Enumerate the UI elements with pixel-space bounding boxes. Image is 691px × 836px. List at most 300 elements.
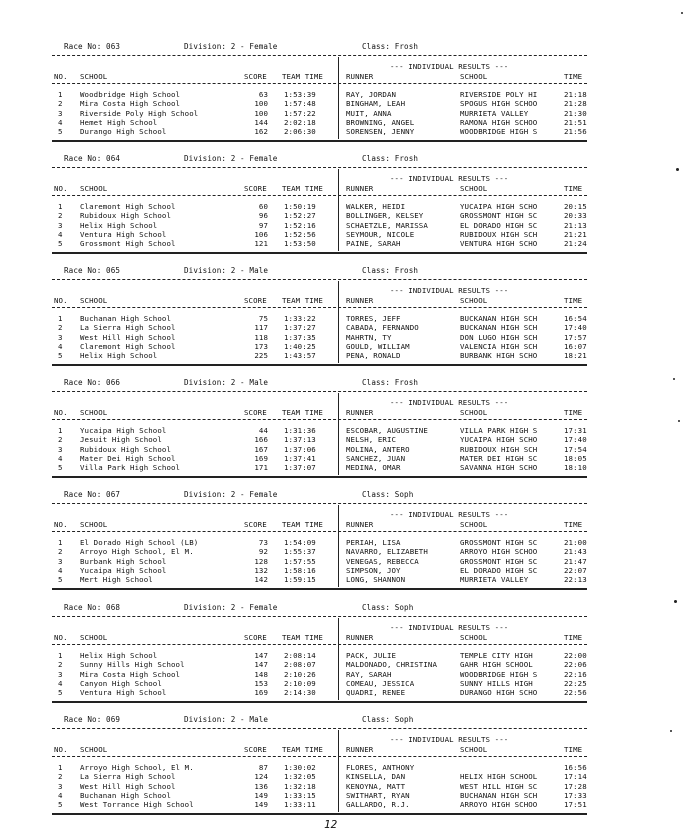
runner-name: SWITHART, RYAN bbox=[346, 790, 410, 800]
header-team-time: TEAM TIME bbox=[282, 72, 323, 81]
individual-results-title: --- INDIVIDUAL RESULTS --- bbox=[390, 623, 509, 632]
header-no: NO. bbox=[54, 745, 68, 754]
header-no: NO. bbox=[54, 184, 68, 193]
team-school: Woodbridge High School bbox=[80, 90, 181, 99]
team-place: 4 bbox=[58, 678, 63, 688]
header-time: TIME bbox=[564, 520, 583, 529]
runner-time: 22:07 bbox=[564, 565, 587, 575]
team-place: 5 bbox=[58, 688, 63, 698]
team-score: 169 bbox=[254, 453, 268, 463]
runner-name: SORENSEN, JENNY bbox=[346, 127, 415, 137]
team-school: Ventura High School bbox=[80, 688, 167, 698]
runner-time: 16:07 bbox=[564, 341, 587, 351]
team-time: 1:59:15 bbox=[284, 575, 316, 585]
runner-time: 21:13 bbox=[564, 220, 587, 230]
team-score: 60 bbox=[258, 202, 268, 211]
runner-school: WOODBRIDGE HIGH S bbox=[460, 127, 538, 137]
team-time: 1:57:55 bbox=[284, 556, 316, 566]
runner-school: DURANGO HIGH SCHO bbox=[460, 688, 538, 698]
runner-name: PACK, JULIE bbox=[346, 651, 397, 660]
team-score: 75 bbox=[258, 314, 268, 323]
team-time: 1:37:41 bbox=[284, 453, 316, 463]
team-time: 1:32:18 bbox=[284, 781, 316, 791]
header-score: SCORE bbox=[244, 184, 267, 193]
header-school: SCHOOL bbox=[80, 408, 108, 417]
team-time: 1:52:27 bbox=[284, 211, 316, 221]
runner-time: 21:56 bbox=[564, 127, 587, 137]
team-score: 147 bbox=[254, 660, 268, 670]
team-score: 128 bbox=[254, 556, 268, 566]
class-label: Class: Frosh bbox=[362, 378, 419, 387]
team-time: 2:10:09 bbox=[284, 678, 316, 688]
runner-name: ESCOBAR, AUGUSTINE bbox=[346, 426, 428, 435]
runner-school: RAMONA HIGH SCHOO bbox=[460, 117, 538, 127]
header-runner-school: SCHOOL bbox=[460, 408, 488, 417]
runner-name: NELSH, ERIC bbox=[346, 435, 397, 445]
team-place: 5 bbox=[58, 575, 63, 585]
column-header-rule bbox=[52, 83, 587, 84]
header-score: SCORE bbox=[244, 72, 267, 81]
team-time: 1:55:37 bbox=[284, 547, 316, 557]
division-label: Division: 2 - Female bbox=[184, 490, 278, 499]
column-divider bbox=[338, 393, 339, 475]
team-place: 1 bbox=[58, 763, 63, 772]
division-label: Division: 2 - Male bbox=[184, 715, 269, 724]
runner-school: TEMPLE CITY HIGH bbox=[460, 651, 533, 660]
team-time: 2:10:26 bbox=[284, 669, 316, 679]
runner-name: GALLARDO, R.J. bbox=[346, 800, 410, 810]
column-header-rule bbox=[52, 307, 587, 308]
runner-name: MALDONADO, CHRISTINA bbox=[346, 660, 437, 670]
team-time: 1:54:09 bbox=[284, 538, 316, 547]
race-number: Race No: 063 bbox=[64, 42, 121, 51]
team-school: Rubidoux High School bbox=[80, 444, 171, 454]
class-label: Class: Frosh bbox=[362, 42, 419, 51]
team-time: 1:50:19 bbox=[284, 202, 316, 211]
runner-name: RAY, JORDAN bbox=[346, 90, 397, 99]
runner-school: RUBIDOUX HIGH SCH bbox=[460, 229, 538, 239]
team-school: Villa Park High School bbox=[80, 463, 181, 473]
team-place: 3 bbox=[58, 781, 63, 791]
team-school: Mater Dei High School bbox=[80, 453, 176, 463]
runner-time: 21:24 bbox=[564, 239, 587, 249]
team-time: 1:52:16 bbox=[284, 220, 316, 230]
runner-name: VENEGAS, REBECCA bbox=[346, 556, 419, 566]
runner-time: 18:05 bbox=[564, 453, 587, 463]
runner-school: VENTURA HIGH SCHO bbox=[460, 239, 538, 249]
header-runner: RUNNER bbox=[346, 184, 374, 193]
team-score: 148 bbox=[254, 669, 268, 679]
header-runner: RUNNER bbox=[346, 296, 374, 305]
runner-school: VILLA PARK HIGH S bbox=[460, 426, 538, 435]
division-label: Division: 2 - Female bbox=[184, 42, 278, 51]
team-school: Buchanan High School bbox=[80, 314, 171, 323]
team-score: 118 bbox=[254, 332, 268, 342]
header-team-time: TEAM TIME bbox=[282, 633, 323, 642]
individual-results-title: --- INDIVIDUAL RESULTS --- bbox=[390, 398, 509, 407]
column-divider bbox=[338, 730, 339, 812]
race-block bbox=[0, 264, 691, 376]
header-runner: RUNNER bbox=[346, 520, 374, 529]
runner-school: RUBIDOUX HIGH SCH bbox=[460, 444, 538, 454]
race-end-rule bbox=[52, 140, 587, 142]
team-time: 2:08:07 bbox=[284, 660, 316, 670]
team-school: Riverside Poly High School bbox=[80, 108, 199, 118]
runner-school: GROSSMONT HIGH SC bbox=[460, 556, 538, 566]
team-school: La Sierra High School bbox=[80, 772, 176, 782]
team-score: 106 bbox=[254, 229, 268, 239]
header-team-time: TEAM TIME bbox=[282, 408, 323, 417]
runner-name: QUADRI, RENEE bbox=[346, 688, 406, 698]
column-header-rule bbox=[52, 419, 587, 420]
team-score: 167 bbox=[254, 444, 268, 454]
team-school: El Dorado High School (LB) bbox=[80, 538, 199, 547]
column-divider bbox=[338, 505, 339, 587]
individual-results-title: --- INDIVIDUAL RESULTS --- bbox=[390, 62, 509, 71]
runner-name: PENA, RONALD bbox=[346, 351, 401, 361]
class-label: Class: Soph bbox=[362, 715, 414, 724]
runner-name: RAY, SARAH bbox=[346, 669, 392, 679]
team-score: 96 bbox=[258, 211, 268, 221]
team-school: Hemet High School bbox=[80, 117, 158, 127]
team-time: 2:02:18 bbox=[284, 117, 316, 127]
team-score: 97 bbox=[258, 220, 268, 230]
column-divider bbox=[338, 281, 339, 363]
runner-name: CABADA, FERNANDO bbox=[346, 323, 419, 333]
team-place: 5 bbox=[58, 800, 63, 810]
team-time: 1:53:39 bbox=[284, 90, 316, 99]
runner-time: 17:33 bbox=[564, 790, 587, 800]
team-place: 4 bbox=[58, 453, 63, 463]
team-place: 3 bbox=[58, 669, 63, 679]
team-school: Yucaipa High School bbox=[80, 565, 167, 575]
runner-school: SAVANNA HIGH SCHO bbox=[460, 463, 538, 473]
race-block bbox=[0, 488, 691, 600]
runner-time: 21:43 bbox=[564, 547, 587, 557]
team-school: Mira Costa High School bbox=[80, 669, 181, 679]
individual-results-title: --- INDIVIDUAL RESULTS --- bbox=[390, 510, 509, 519]
team-school: Grossmont High School bbox=[80, 239, 176, 249]
race-end-rule bbox=[52, 813, 587, 815]
runner-name: LONG, SHANNON bbox=[346, 575, 406, 585]
runner-time: 16:54 bbox=[564, 314, 587, 323]
runner-name: COMEAU, JESSICA bbox=[346, 678, 415, 688]
scan-speck bbox=[681, 12, 683, 14]
runner-name: KINSELLA, DAN bbox=[346, 772, 406, 782]
header-runner: RUNNER bbox=[346, 72, 374, 81]
header-runner: RUNNER bbox=[346, 408, 374, 417]
header-rule bbox=[52, 728, 587, 729]
team-place: 4 bbox=[58, 565, 63, 575]
team-place: 3 bbox=[58, 108, 63, 118]
header-school: SCHOOL bbox=[80, 296, 108, 305]
team-score: 92 bbox=[258, 547, 268, 557]
runner-name: MEDINA, OMAR bbox=[346, 463, 401, 473]
header-time: TIME bbox=[564, 296, 583, 305]
runner-school: BUCKANAN HIGH SCH bbox=[460, 323, 538, 333]
runner-time: 22:06 bbox=[564, 660, 587, 670]
team-school: Arroyo High School, El M. bbox=[80, 547, 194, 557]
team-place: 3 bbox=[58, 444, 63, 454]
header-school: SCHOOL bbox=[80, 72, 108, 81]
team-school: West Torrance High School bbox=[80, 800, 194, 810]
team-school: Arroyo High School, El M. bbox=[80, 763, 194, 772]
team-time: 1:58:16 bbox=[284, 565, 316, 575]
team-school: Mert High School bbox=[80, 575, 153, 585]
race-end-rule bbox=[52, 588, 587, 590]
team-time: 1:31:36 bbox=[284, 426, 316, 435]
header-school: SCHOOL bbox=[80, 633, 108, 642]
runner-school: MURRIETA VALLEY bbox=[460, 108, 529, 118]
team-school: Helix High School bbox=[80, 651, 158, 660]
team-school: Helix High School bbox=[80, 220, 158, 230]
column-header-rule bbox=[52, 756, 587, 757]
header-runner: RUNNER bbox=[346, 745, 374, 754]
runner-school: BUCHANAN HIGH SCH bbox=[460, 790, 538, 800]
column-header-rule bbox=[52, 195, 587, 196]
team-school: Ventura High School bbox=[80, 229, 167, 239]
header-time: TIME bbox=[564, 72, 583, 81]
header-runner-school: SCHOOL bbox=[460, 184, 488, 193]
runner-time: 18:21 bbox=[564, 351, 587, 361]
team-school: Claremont High School bbox=[80, 341, 176, 351]
runner-name: MOLINA, ANTERO bbox=[346, 444, 410, 454]
race-number: Race No: 064 bbox=[64, 154, 121, 163]
runner-school: GROSSMONT HIGH SC bbox=[460, 538, 538, 547]
header-time: TIME bbox=[564, 745, 583, 754]
runner-school: EL DORADO HIGH SC bbox=[460, 220, 538, 230]
team-time: 1:32:05 bbox=[284, 772, 316, 782]
race-end-rule bbox=[52, 364, 587, 366]
team-school: Yucaipa High School bbox=[80, 426, 167, 435]
runner-time: 17:57 bbox=[564, 332, 587, 342]
runner-name: KENOYNA, MATT bbox=[346, 781, 406, 791]
team-place: 4 bbox=[58, 790, 63, 800]
runner-school: SPOGUS HIGH SCHOO bbox=[460, 99, 538, 109]
team-place: 4 bbox=[58, 229, 63, 239]
runner-time: 22:56 bbox=[564, 688, 587, 698]
runner-name: SANCHEZ, JUAN bbox=[346, 453, 406, 463]
runner-name: SEYMOUR, NICOLE bbox=[346, 229, 415, 239]
runner-time: 17:54 bbox=[564, 444, 587, 454]
race-block bbox=[0, 152, 691, 264]
runner-name: GOULD, WILLIAM bbox=[346, 341, 410, 351]
runner-school: WOODBRIDGE HIGH S bbox=[460, 669, 538, 679]
column-divider bbox=[338, 169, 339, 251]
runner-school: MATER DEI HIGH SC bbox=[460, 453, 538, 463]
team-score: 144 bbox=[254, 117, 268, 127]
race-number: Race No: 069 bbox=[64, 715, 121, 724]
team-time: 1:57:22 bbox=[284, 108, 316, 118]
scan-speck bbox=[678, 420, 680, 422]
runner-school: VALENCIA HIGH SCH bbox=[460, 341, 538, 351]
team-school: Helix High School bbox=[80, 351, 158, 361]
team-school: Buchanan High School bbox=[80, 790, 171, 800]
team-time: 1:52:56 bbox=[284, 229, 316, 239]
team-score: 100 bbox=[254, 108, 268, 118]
page-number: 12 bbox=[324, 818, 338, 831]
header-score: SCORE bbox=[244, 296, 267, 305]
header-runner-school: SCHOOL bbox=[460, 745, 488, 754]
team-time: 1:33:22 bbox=[284, 314, 316, 323]
runner-name: FLORES, ANTHONY bbox=[346, 763, 415, 772]
team-school: Burbank High School bbox=[80, 556, 167, 566]
individual-results-title: --- INDIVIDUAL RESULTS --- bbox=[390, 735, 509, 744]
runner-time: 20:33 bbox=[564, 211, 587, 221]
team-place: 1 bbox=[58, 90, 63, 99]
team-place: 2 bbox=[58, 435, 63, 445]
runner-name: BOLLINGER, KELSEY bbox=[346, 211, 424, 221]
team-score: 44 bbox=[258, 426, 268, 435]
team-school: West Hill High School bbox=[80, 332, 176, 342]
runner-time: 17:40 bbox=[564, 435, 587, 445]
team-score: 132 bbox=[254, 565, 268, 575]
header-school: SCHOOL bbox=[80, 520, 108, 529]
team-score: 162 bbox=[254, 127, 268, 137]
team-score: 171 bbox=[254, 463, 268, 473]
class-label: Class: Soph bbox=[362, 603, 414, 612]
header-score: SCORE bbox=[244, 408, 267, 417]
individual-results-title: --- INDIVIDUAL RESULTS --- bbox=[390, 174, 509, 183]
race-number: Race No: 066 bbox=[64, 378, 121, 387]
team-place: 4 bbox=[58, 341, 63, 351]
runner-school: ARROYO HIGH SCHOO bbox=[460, 547, 538, 557]
runner-school: ARROYO HIGH SCHOO bbox=[460, 800, 538, 810]
team-score: 100 bbox=[254, 99, 268, 109]
team-place: 2 bbox=[58, 772, 63, 782]
runner-time: 22:25 bbox=[564, 678, 587, 688]
runner-name: BROWNING, ANGEL bbox=[346, 117, 415, 127]
runner-time: 20:15 bbox=[564, 202, 587, 211]
team-time: 1:33:11 bbox=[284, 800, 316, 810]
race-block bbox=[0, 713, 691, 825]
team-score: 87 bbox=[258, 763, 268, 772]
header-no: NO. bbox=[54, 72, 68, 81]
team-place: 3 bbox=[58, 220, 63, 230]
class-label: Class: Frosh bbox=[362, 266, 419, 275]
runner-time: 17:28 bbox=[564, 781, 587, 791]
team-time: 2:06:30 bbox=[284, 127, 316, 137]
team-time: 1:40:25 bbox=[284, 341, 316, 351]
team-score: 73 bbox=[258, 538, 268, 547]
header-team-time: TEAM TIME bbox=[282, 745, 323, 754]
header-no: NO. bbox=[54, 408, 68, 417]
team-school: Durango High School bbox=[80, 127, 167, 137]
runner-name: PAINE, SARAH bbox=[346, 239, 401, 249]
team-time: 1:37:35 bbox=[284, 332, 316, 342]
header-school: SCHOOL bbox=[80, 745, 108, 754]
team-time: 1:57:48 bbox=[284, 99, 316, 109]
runner-time: 21:30 bbox=[564, 108, 587, 118]
runner-time: 16:56 bbox=[564, 763, 587, 772]
division-label: Division: 2 - Female bbox=[184, 154, 278, 163]
header-rule bbox=[52, 503, 587, 504]
runner-name: PERIAH, LISA bbox=[346, 538, 401, 547]
column-divider bbox=[338, 57, 339, 139]
team-place: 2 bbox=[58, 660, 63, 670]
team-time: 1:37:13 bbox=[284, 435, 316, 445]
class-label: Class: Soph bbox=[362, 490, 414, 499]
class-label: Class: Frosh bbox=[362, 154, 419, 163]
race-end-rule bbox=[52, 476, 587, 478]
runner-school: SUNNY HILLS HIGH bbox=[460, 678, 533, 688]
team-place: 5 bbox=[58, 463, 63, 473]
team-score: 121 bbox=[254, 239, 268, 249]
team-time: 2:08:14 bbox=[284, 651, 316, 660]
team-place: 5 bbox=[58, 127, 63, 137]
race-block bbox=[0, 40, 691, 152]
header-runner-school: SCHOOL bbox=[460, 72, 488, 81]
runner-school: MURRIETA VALLEY bbox=[460, 575, 529, 585]
header-score: SCORE bbox=[244, 745, 267, 754]
runner-time: 17:40 bbox=[564, 323, 587, 333]
header-runner-school: SCHOOL bbox=[460, 520, 488, 529]
header-no: NO. bbox=[54, 296, 68, 305]
header-time: TIME bbox=[564, 408, 583, 417]
team-time: 1:37:27 bbox=[284, 323, 316, 333]
header-runner: RUNNER bbox=[346, 633, 374, 642]
runner-time: 22:13 bbox=[564, 575, 587, 585]
team-place: 3 bbox=[58, 332, 63, 342]
team-school: Rubidoux High School bbox=[80, 211, 171, 221]
team-place: 2 bbox=[58, 211, 63, 221]
team-place: 4 bbox=[58, 117, 63, 127]
team-score: 142 bbox=[254, 575, 268, 585]
team-time: 1:43:57 bbox=[284, 351, 316, 361]
header-school: SCHOOL bbox=[80, 184, 108, 193]
team-place: 1 bbox=[58, 202, 63, 211]
race-end-rule bbox=[52, 701, 587, 703]
division-label: Division: 2 - Male bbox=[184, 266, 269, 275]
team-school: Jesuit High School bbox=[80, 435, 162, 445]
runner-time: 21:51 bbox=[564, 117, 587, 127]
team-place: 3 bbox=[58, 556, 63, 566]
team-time: 2:14:30 bbox=[284, 688, 316, 698]
runner-school: DON LUGO HIGH SCH bbox=[460, 332, 538, 342]
team-school: La Sierra High School bbox=[80, 323, 176, 333]
runner-school: EL DORADO HIGH SC bbox=[460, 565, 538, 575]
header-rule bbox=[52, 391, 587, 392]
team-place: 2 bbox=[58, 323, 63, 333]
runner-school: WEST HILL HIGH SC bbox=[460, 781, 538, 791]
runner-school: BUCKANAN HIGH SCH bbox=[460, 314, 538, 323]
runner-school: HELIX HIGH SCHOOL bbox=[460, 772, 538, 782]
header-time: TIME bbox=[564, 184, 583, 193]
team-school: Claremont High School bbox=[80, 202, 176, 211]
team-school: Sunny Hills High School bbox=[80, 660, 185, 670]
team-place: 5 bbox=[58, 239, 63, 249]
individual-results-title: --- INDIVIDUAL RESULTS --- bbox=[390, 286, 509, 295]
runner-time: 22:16 bbox=[564, 669, 587, 679]
team-score: 149 bbox=[254, 790, 268, 800]
runner-school: GAHR HIGH SCHOOL bbox=[460, 660, 533, 670]
team-school: Mira Costa High School bbox=[80, 99, 181, 109]
race-end-rule bbox=[52, 252, 587, 254]
runner-name: SIMPSON, JOY bbox=[346, 565, 401, 575]
runner-time: 22:00 bbox=[564, 651, 587, 660]
team-school: West Hill High School bbox=[80, 781, 176, 791]
runner-name: MAHRTN, TY bbox=[346, 332, 392, 342]
runner-time: 17:14 bbox=[564, 772, 587, 782]
division-label: Division: 2 - Female bbox=[184, 603, 278, 612]
runner-school: YUCAIPA HIGH SCHO bbox=[460, 202, 538, 211]
team-score: 63 bbox=[258, 90, 268, 99]
header-rule bbox=[52, 55, 587, 56]
team-score: 117 bbox=[254, 323, 268, 333]
header-team-time: TEAM TIME bbox=[282, 520, 323, 529]
team-place: 5 bbox=[58, 351, 63, 361]
division-label: Division: 2 - Male bbox=[184, 378, 269, 387]
